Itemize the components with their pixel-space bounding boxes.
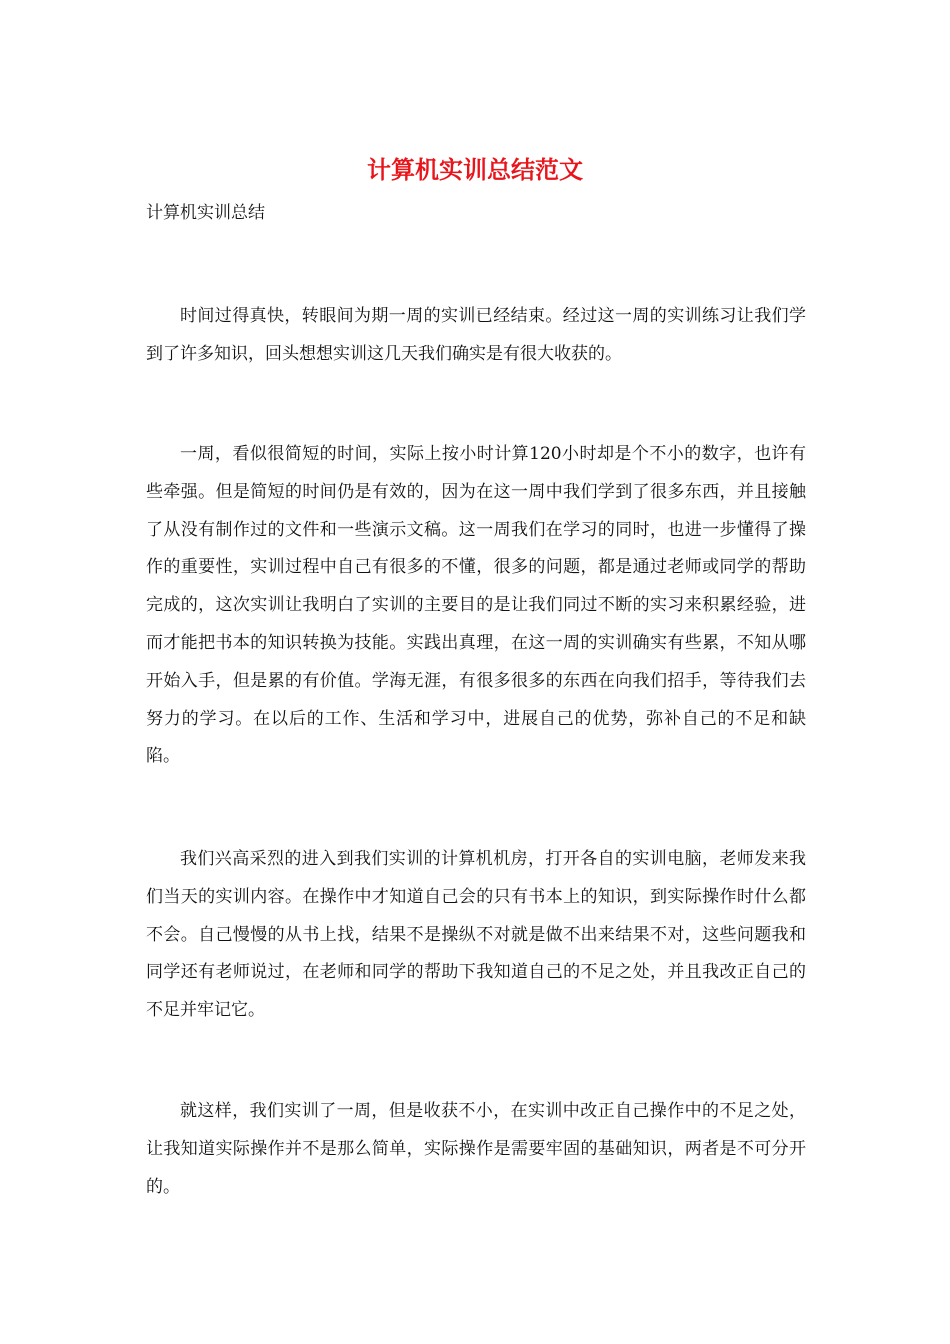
body-paragraph-1: 时间过得真快，转眼间为期一周的实训已经结束。经过这一周的实训练习让我们学到了许多知识，回头想想实训这几天我们确实是有很大收获的。 [146, 306, 806, 364]
body-paragraph-2: 一周，看似很简短的时间，实际上按小时计算120小时却是个不小的数字，也许有些牵强。但是简短的时间仍是有效的，因为在这一周中我们学到了很多东西，并且接触了从没有制作过的文件和一些演示文稿。这一周我们在学习的同时，也进一步懂得了操作的重要性，实训过程中自己有很多的不懂，很多的问题，都是通过老师或同学的帮助完成的，这次实训让我明白了实训的主要目的是让我们同过不断的实习来积累经验，进而才能把书本的知识转换为技能。实践出真理，在这一周的实训确实有些累，不知从哪开始入手，但是累的有价值。学海无涯，有很多很多的东西在向我们招手，等待我们去努力的学习。在以后的工作、生活和学习中，进展自己的优势，弥补自己的不足和缺陷。 [146, 444, 806, 767]
document-subtitle: 计算机实训总结 [146, 203, 265, 223]
body-paragraph-4: 就这样，我们实训了一周，但是收获不小，在实训中改正自己操作中的不足之处，让我知道实际操作并不是那么简单，实际操作是需要牢固的基础知识，两者是不可分开的。 [146, 1101, 806, 1197]
body-paragraph-3: 我们兴高采烈的进入到我们实训的计算机机房，打开各自的实训电脑，老师发来我们当天的实训内容。在操作中才知道自己会的只有书本上的知识，到实际操作时什么都不会。自己慢慢的从书上找，结果不是操纵不对就是做不出来结果不对，这些问题我和同学还有老师说过，在老师和同学的帮助下我知道自己的不足之处，并且我改正自己的不足并牢记它。 [146, 849, 806, 1021]
document-title: 计算机实训总结范文 [367, 155, 583, 184]
